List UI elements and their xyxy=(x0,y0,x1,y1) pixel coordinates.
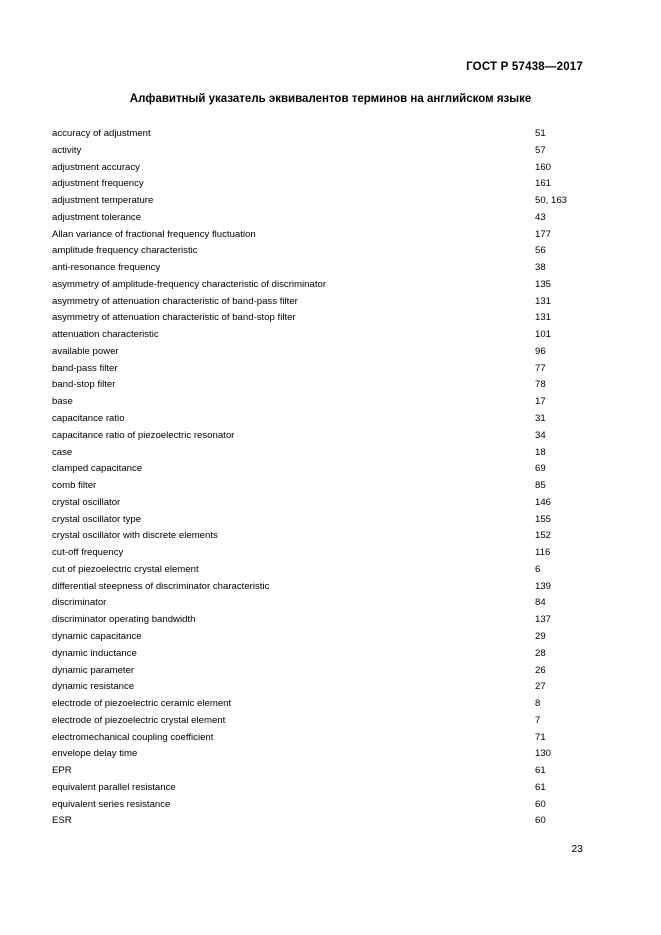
index-term: electrode of piezoelectric ceramic element xyxy=(52,698,232,710)
term-index-list xyxy=(52,126,592,830)
index-reference-number: 27 xyxy=(535,681,546,693)
index-reference-number: 7 xyxy=(535,714,541,726)
index-term: capacitance ratio xyxy=(52,413,125,425)
index-term: crystal oscillator type xyxy=(52,513,142,525)
index-term: discriminator xyxy=(52,597,107,609)
index-entry xyxy=(52,495,592,512)
index-entry xyxy=(52,696,592,713)
index-entry xyxy=(52,730,592,747)
index-entry xyxy=(52,528,592,545)
index-entry xyxy=(52,176,592,193)
index-term: ESR xyxy=(52,815,72,827)
index-entry xyxy=(52,595,592,612)
index-term: asymmetry of attenuation characteristic of band-pass filter xyxy=(52,295,298,307)
index-reference-number: 71 xyxy=(535,731,546,743)
index-reference-number: 61 xyxy=(535,765,546,777)
index-reference-number: 6 xyxy=(535,563,541,575)
index-entry xyxy=(52,394,592,411)
index-term: adjustment temperature xyxy=(52,195,154,207)
index-term: capacitance ratio of piezoelectric resonator xyxy=(52,429,235,441)
index-entry xyxy=(52,160,592,177)
index-reference-number: 50, 163 xyxy=(535,195,568,207)
index-reference-number: 61 xyxy=(535,781,546,793)
index-term: amplitude frequency characteristic xyxy=(52,245,198,257)
index-entry xyxy=(52,310,592,327)
index-reference-number: 38 xyxy=(535,262,546,274)
index-entry xyxy=(52,227,592,244)
index-term: clamped capacitance xyxy=(52,463,143,475)
index-entry xyxy=(52,612,592,629)
index-term: band-pass filter xyxy=(52,362,118,374)
index-reference-number: 155 xyxy=(535,513,552,525)
index-term: Allan variance of fractional frequency fluctuation xyxy=(52,228,256,240)
index-reference-number: 139 xyxy=(535,580,552,592)
index-entry xyxy=(52,629,592,646)
index-reference-number: 51 xyxy=(535,128,546,139)
index-entry xyxy=(52,478,592,495)
standard-code: ГОСТ Р 57438—2017 xyxy=(466,61,583,73)
page-title: Алфавитный указатель эквивалентов терминов на английском языке xyxy=(129,93,532,105)
index-term: electromechanical coupling coefficient xyxy=(52,731,214,743)
index-reference-number: 60 xyxy=(535,798,546,810)
page-number: 23 xyxy=(571,843,583,855)
index-entry xyxy=(52,797,592,814)
index-reference-number: 77 xyxy=(535,362,546,374)
index-entry xyxy=(52,243,592,260)
index-term: comb filter xyxy=(52,480,97,492)
index-term: differential steepness of discriminator characteristic xyxy=(52,580,270,592)
index-entry xyxy=(52,344,592,361)
index-term: asymmetry of amplitude-frequency characteristic of discriminator xyxy=(52,278,327,290)
index-reference-number: 8 xyxy=(535,698,541,710)
index-term: equivalent series resistance xyxy=(52,798,171,810)
index-entry xyxy=(52,210,592,227)
index-entry xyxy=(52,579,592,596)
index-reference-number: 78 xyxy=(535,379,546,391)
index-entry xyxy=(52,260,592,277)
index-term: attenuation characteristic xyxy=(52,329,159,341)
index-entry xyxy=(52,361,592,378)
index-entry xyxy=(52,294,592,311)
index-term: band-stop filter xyxy=(52,379,116,391)
index-reference-number: 43 xyxy=(535,211,546,223)
index-term: dynamic capacitance xyxy=(52,630,142,642)
index-term: EPR xyxy=(52,765,72,777)
index-reference-number: 29 xyxy=(535,630,546,642)
index-entry xyxy=(52,746,592,763)
index-term: discriminator operating bandwidth xyxy=(52,614,196,626)
index-reference-number: 146 xyxy=(535,496,552,508)
index-reference-number: 161 xyxy=(535,178,552,190)
index-term: dynamic resistance xyxy=(52,681,135,693)
index-entry xyxy=(52,277,592,294)
index-reference-number: 101 xyxy=(535,329,552,341)
index-reference-number: 26 xyxy=(535,664,546,676)
index-reference-number: 60 xyxy=(535,815,546,827)
index-reference-number: 17 xyxy=(535,396,546,408)
index-reference-number: 84 xyxy=(535,597,546,609)
index-term: adjustment accuracy xyxy=(52,161,140,173)
index-reference-number: 56 xyxy=(535,245,546,257)
index-entry xyxy=(52,143,592,160)
index-entry xyxy=(52,646,592,663)
index-term: cut-off frequency xyxy=(52,547,124,559)
index-entry xyxy=(52,562,592,579)
index-term: dynamic inductance xyxy=(52,647,137,659)
index-entry xyxy=(52,763,592,780)
index-reference-number: 18 xyxy=(535,446,546,458)
index-entry xyxy=(52,713,592,730)
index-entry xyxy=(52,780,592,797)
index-entry xyxy=(52,126,592,143)
index-term: crystal oscillator with discrete elements xyxy=(52,530,218,542)
index-entry xyxy=(52,411,592,428)
index-reference-number: 160 xyxy=(535,161,552,173)
index-reference-number: 28 xyxy=(535,647,546,659)
index-term: cut of piezoelectric crystal element xyxy=(52,563,199,575)
index-term: crystal oscillator xyxy=(52,496,121,508)
index-term: available power xyxy=(52,345,119,357)
index-term: anti-resonance frequency xyxy=(52,262,161,274)
index-reference-number: 116 xyxy=(535,547,551,559)
index-entry xyxy=(52,461,592,478)
index-term: adjustment frequency xyxy=(52,178,144,190)
index-term: electrode of piezoelectric crystal element xyxy=(52,714,226,726)
index-reference-number: 34 xyxy=(535,429,546,441)
index-term: dynamic parameter xyxy=(52,664,135,676)
index-term: asymmetry of attenuation characteristic of band-stop filter xyxy=(52,312,296,324)
index-entry xyxy=(52,193,592,210)
index-term: activity xyxy=(52,144,82,156)
index-entry xyxy=(52,377,592,394)
index-term: accuracy of adjustment xyxy=(52,128,151,139)
index-reference-number: 131 xyxy=(535,295,552,307)
index-term: adjustment tolerance xyxy=(52,211,142,223)
index-reference-number: 96 xyxy=(535,345,546,357)
index-reference-number: 31 xyxy=(535,413,546,425)
index-term: case xyxy=(52,446,73,458)
index-reference-number: 69 xyxy=(535,463,546,475)
index-reference-number: 152 xyxy=(535,530,552,542)
index-term: envelope delay time xyxy=(52,748,138,760)
index-entry xyxy=(52,512,592,529)
index-term: equivalent parallel resistance xyxy=(52,781,176,793)
index-reference-number: 135 xyxy=(535,278,552,290)
index-reference-number: 131 xyxy=(535,312,552,324)
index-reference-number: 85 xyxy=(535,480,546,492)
index-entry xyxy=(52,663,592,680)
index-reference-number: 177 xyxy=(535,228,552,240)
index-entry xyxy=(52,545,592,562)
index-term: base xyxy=(52,396,73,408)
index-reference-number: 57 xyxy=(535,144,546,156)
index-entry xyxy=(52,813,592,830)
index-entry xyxy=(52,679,592,696)
index-reference-number: 137 xyxy=(535,614,552,626)
index-entry xyxy=(52,428,592,445)
index-reference-number: 130 xyxy=(535,748,552,760)
index-entry xyxy=(52,327,592,344)
index-entry xyxy=(52,445,592,462)
